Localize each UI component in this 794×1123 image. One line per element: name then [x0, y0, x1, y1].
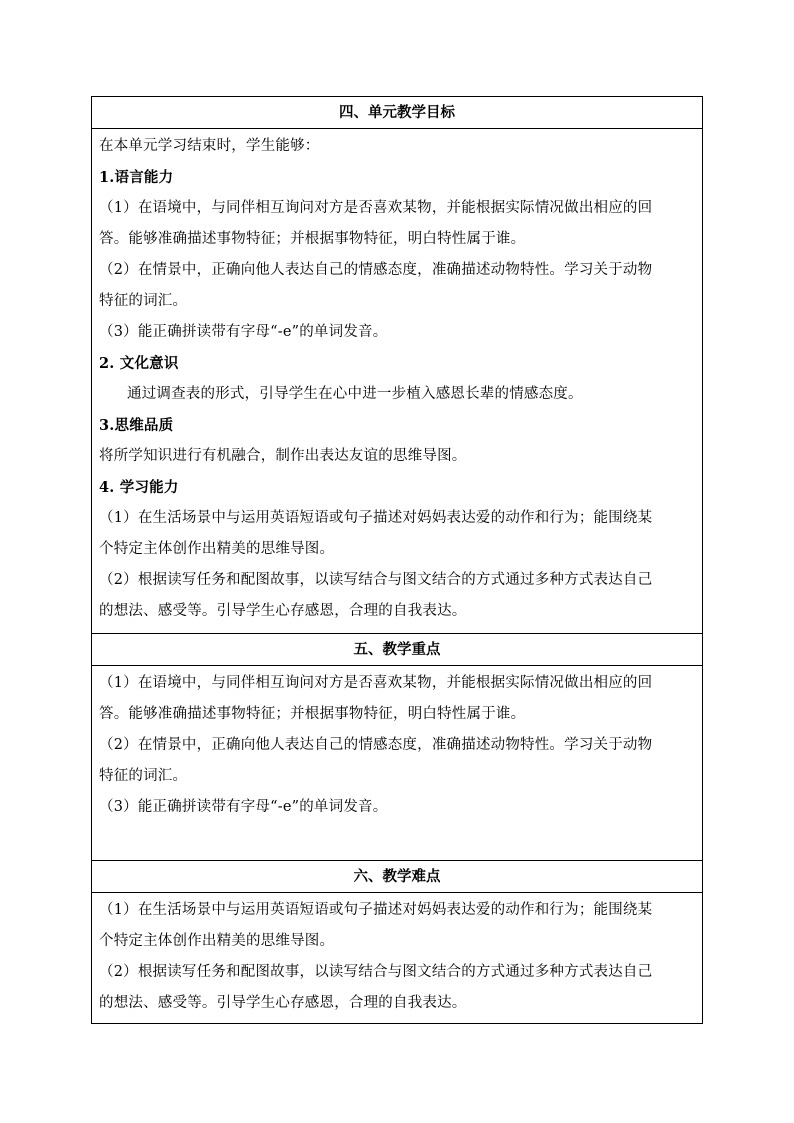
section-body-teaching-focus [92, 666, 702, 861]
paragraph-line: （1）在语境中，与同伴相互询问对方是否喜欢某物，并能根据实际情况做出相应的回 [99, 675, 653, 691]
paragraph-line: 将所学知识进行有机融合，制作出表达友谊的思维导图。 [99, 448, 467, 464]
paragraph-line: （3）能正确拼读带有字母“-e”的单词发音。 [99, 324, 388, 340]
paragraph-line: （2）在情景中，正确向他人表达自己的情感态度，准确描述动物特性。学习关于动物 [99, 262, 653, 278]
paragraph-line: 特征的词汇。 [99, 768, 188, 784]
paragraph-line: （2）根据读写任务和配图故事，以读写结合与图文结合的方式通过多种方式表达自己 [99, 964, 653, 980]
heading-language-ability: 1.语言能力 [99, 169, 174, 186]
blank-line [99, 823, 695, 854]
paragraph-line: （3）能正确拼读带有字母“-e”的单词发音。 [99, 799, 388, 815]
paragraph-line: （2）根据读写任务和配图故事，以读写结合与图文结合的方式通过多种方式表达自己 [99, 572, 653, 588]
section-title-unit-goals: 四、单元教学目标 [92, 97, 702, 129]
heading-learning-ability: 4. 学习能力 [99, 479, 179, 496]
section-title-teaching-focus: 五、教学重点 [92, 634, 702, 666]
heading-thinking-quality: 3.思维品质 [99, 417, 174, 434]
heading-cultural-awareness: 2. 文化意识 [99, 355, 179, 372]
paragraph-line: （1）在语境中，与同伴相互询问对方是否喜欢某物，并能根据实际情况做出相应的回 [99, 200, 653, 216]
paragraph-line: 通过调查表的形式，引导学生在心中进一步植入感恩长辈的情感态度。 [127, 386, 583, 402]
paragraph-line: 的想法、感受等。引导学生心存感恩，合理的自我表达。 [99, 603, 467, 619]
section-title-teaching-difficulty: 六、教学难点 [92, 861, 702, 893]
paragraph-line: （2）在情景中，正确向他人表达自己的情感态度，准确描述动物特性。学习关于动物 [99, 737, 653, 753]
intro-text: 在本单元学习结束时，学生能够： [99, 138, 320, 154]
paragraph-line: 答。能够准确描述事物特征；并根据事物特征，明白特性属于谁。 [99, 231, 526, 247]
paragraph-line: 答。能够准确描述事物特征；并根据事物特征，明白特性属于谁。 [99, 706, 526, 722]
section-body-teaching-difficulty [92, 893, 702, 1023]
lesson-plan-table [91, 96, 703, 1024]
paragraph-line: 特征的词汇。 [99, 293, 188, 309]
section-body-unit-goals [92, 129, 702, 634]
paragraph-line: 的想法、感受等。引导学生心存感恩，合理的自我表达。 [99, 995, 467, 1011]
paragraph-line: 个特定主体创作出精美的思维导图。 [99, 541, 335, 557]
paragraph-line: （1）在生活场景中与运用英语短语或句子描述对妈妈表达爱的动作和行为；能围绕某 [99, 902, 653, 918]
paragraph-line: 个特定主体创作出精美的思维导图。 [99, 933, 335, 949]
paragraph-line: （1）在生活场景中与运用英语短语或句子描述对妈妈表达爱的动作和行为；能围绕某 [99, 510, 653, 526]
